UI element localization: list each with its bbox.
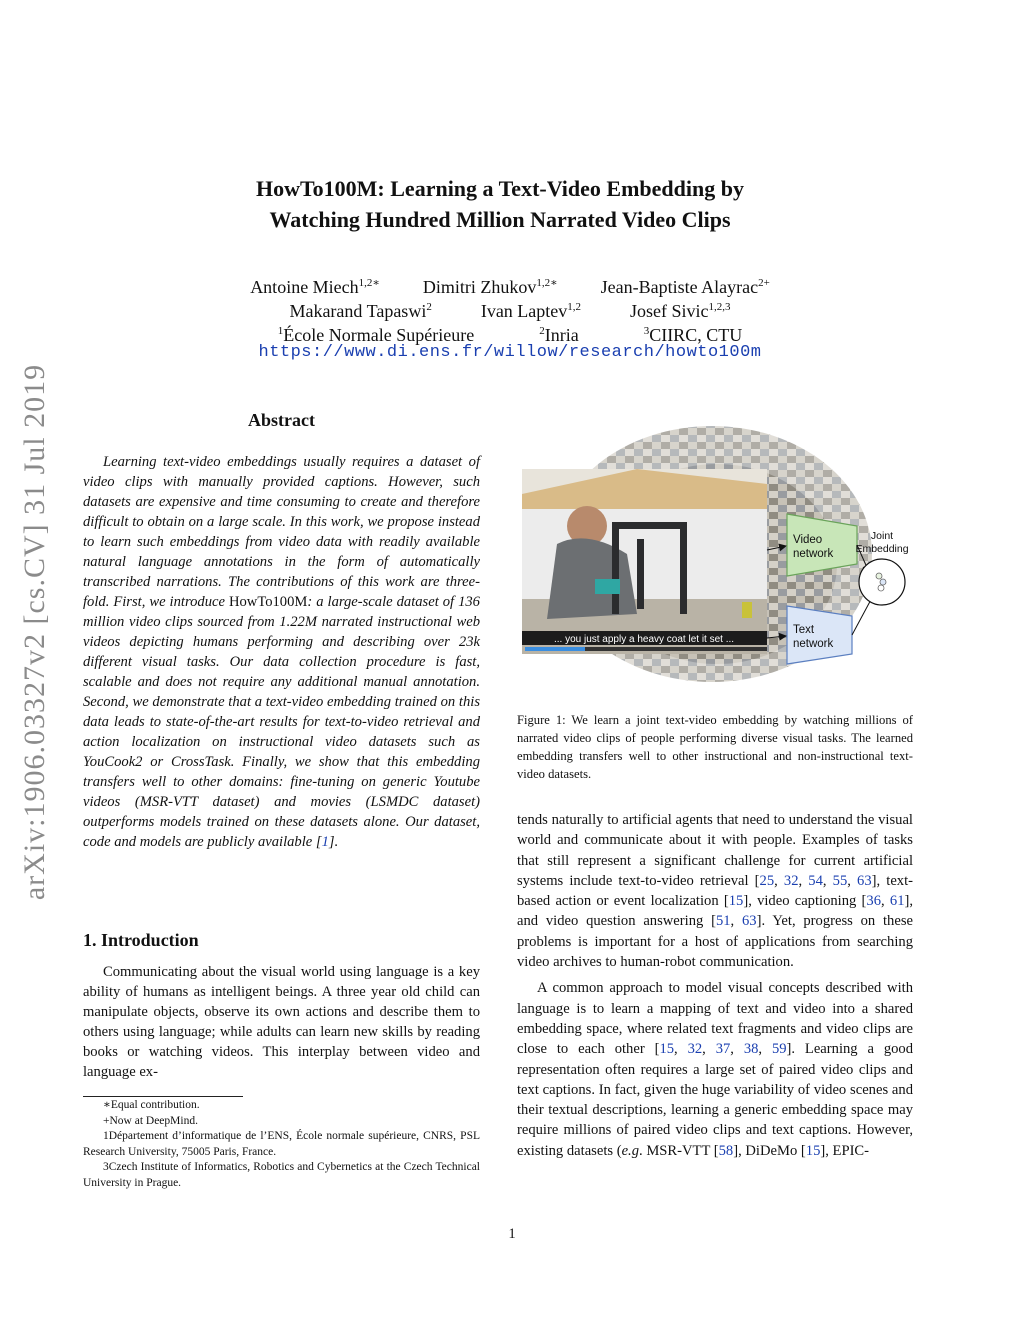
abstract-heading: Abstract [248, 410, 315, 430]
citation-link[interactable]: 61 [889, 893, 905, 910]
project-url-link[interactable]: https://www.di.ens.fr/willow/research/howto100m [258, 343, 762, 362]
author-name: Antoine Miech [250, 277, 359, 297]
footnote: 3Czech Institute of Informatics, Robotics and Cybernetics at the Czech Technical University in Prague. [83, 1161, 480, 1189]
author-name: Dimitri Zhukov [422, 277, 537, 297]
citation-link[interactable]: 59 [771, 1041, 787, 1058]
footnotes [83, 1098, 480, 1191]
citation-link[interactable]: 15 [728, 893, 744, 910]
citation-link[interactable]: 63 [741, 913, 757, 930]
citation-link[interactable]: 55 [832, 872, 848, 889]
citation-link[interactable]: 51 [715, 913, 731, 930]
footnote: ∗Equal contribution. [103, 1099, 200, 1111]
citation-link[interactable]: 32 [687, 1041, 703, 1058]
paper-title [140, 173, 860, 235]
text-network-box [787, 606, 852, 664]
citation-link[interactable]: 36 [866, 893, 882, 910]
author-name: Jean-Baptiste Alayrac [600, 277, 759, 297]
citation-link[interactable]: 37 [715, 1041, 731, 1058]
svg-text:Joint: Joint [870, 530, 894, 542]
citation-link[interactable]: 15 [659, 1041, 675, 1058]
affiliation: CIIRC, CTU [649, 325, 743, 345]
dataset-name: HowTo100M [228, 594, 308, 610]
abstract-text: Learning text-video embeddings usually requires a dataset of video clips with manually provided captions. However, such datasets are expensive and time consuming to create and therefore difficult to obtain on a large scale. In this work, we propose instead to learn such embeddings from video data with readily available natural language annotations in the form of automatically transcribed narrations. The contributions of this work are three-fold. First, we introduce HowTo100M: a large-scale dataset of 136 million video clips sourced from 1.22M narrated instructional web videos depicting humans performing and describing over 23k different visual tasks. Our data collection procedure is fast, scalable and does not require any additional manual annotation. Second, we demonstrate that a text-video embedding trained on this data leads to state-of-the-art results for text-to-video retrieval and action localization on instructional video datasets such as YouCook2 or CrossTask. Finally, we show that this embedding transfers well to other domains: fine-tuning on generic Youtube videos (MSR-VTT dataset) and movies (LSMDC dataset) outperforms models trained on these datasets alone. Our dataset, code and models are publicly available [1]. [83, 454, 480, 850]
citation-link[interactable]: 32 [783, 872, 799, 889]
svg-text:network: network [793, 548, 834, 560]
citation-link[interactable]: 63 [857, 872, 872, 889]
section-heading-introduction: 1. Introduction [83, 930, 199, 950]
footnote: 1Département d’informatique de l’ENS, École normale supérieure, CNRS, PSL Research University, 75005 Paris, France. [83, 1130, 480, 1158]
affiliations: $^1$École Normale Supérieure $^2$Inria $^3$CIIRC, CTU [277, 325, 743, 345]
svg-text:Embedding: Embedding [855, 543, 909, 555]
right-column-text [517, 810, 913, 1161]
citation-link[interactable]: 25 [759, 872, 775, 889]
svg-text:network: network [793, 638, 834, 650]
citation-link[interactable]: 1 [321, 834, 329, 850]
figure-1 [517, 414, 917, 704]
figure-diagram [517, 414, 917, 704]
intro-paragraph: Communicating about the visual world using language is a key ability of humans as intelligent beings. A three year old child can manipulate objects, observe its own actions and describe them to others using language; while adults can learn new skills by reading books or watching videos. This interplay between video and language ex- [83, 964, 480, 1080]
page-number: 1 [508, 1226, 516, 1242]
paragraph: A common approach to model visual concepts described with language is to learn a mapping of text and video into a shared embedding space, where related text fragments and video clips are close to each other [15, 32, 37, 38, 59]. Learning a good representation often requires a large set of paired video clips and text captions. In fact, given the huge variability of video scenes and their textual descriptions, learning a generic embedding space may require millions of paired video clips and text captions. However, existing datasets (e.g. MSR-VTT [58], DiDeMo [15], EPIC- [517, 980, 914, 1159]
author-row-1: Antoine Miech$^{1,2∗}$ Dimitri Zhukov$^{1,2∗}$ Jean-Baptiste Alayrac$^{2+}$ [250, 277, 770, 297]
svg-text:Text: Text [793, 624, 815, 636]
title-line-1: HowTo100M: Learning a Text-Video Embedding by [256, 176, 744, 201]
video-frame [522, 469, 767, 654]
author-name: Makarand Tapaswi [289, 301, 427, 321]
citation-link[interactable]: 38 [743, 1041, 759, 1058]
title-line-2: Watching Hundred Million Narrated Video Clips [269, 207, 731, 232]
subtitle-text: ... you just apply a heavy coat let it set ... [553, 634, 735, 645]
author-row-2: Makarand Tapaswi$^2$ Ivan Laptev$^{1,2}$ Josef Sivic$^{1,2,3}$ [289, 301, 731, 321]
footnote: +Now at DeepMind. [103, 1114, 198, 1127]
citation-link[interactable]: 58 [718, 1142, 734, 1159]
arxiv-identifier: arXiv:1906.03327v2 [cs.CV] 31 Jul 2019 [18, 363, 51, 901]
footnote-divider [83, 1096, 243, 1097]
citation-link[interactable]: 15 [805, 1142, 821, 1159]
affiliation: Inria [544, 325, 579, 345]
affiliation: École Normale Supérieure [283, 325, 475, 345]
citation-link[interactable]: 54 [808, 872, 823, 889]
svg-text:Video: Video [793, 534, 823, 546]
figure-caption: Figure 1: We learn a joint text-video embedding by watching millions of narrated video clips of people performing diverse visual tasks. The learned embedding transfers well to other instructional and non-instructional text-video datasets. [517, 713, 913, 781]
author-name: Josef Sivic [630, 301, 709, 321]
paragraph: tends naturally to artificial agents that need to understand the visual world and communicate about it with people. Examples of tasks that still represent a significant challenge for current artificial systems include text-to-video retrieval [25, 32, 54, 55, 63], text-based action or event localization [15], video captioning [36, 61], and video question answering [51, 63]. Yet, progress on these problems is important for a host of applications from searching video archives to human-robot communication. [517, 812, 914, 971]
author-name: Ivan Laptev [480, 301, 568, 321]
